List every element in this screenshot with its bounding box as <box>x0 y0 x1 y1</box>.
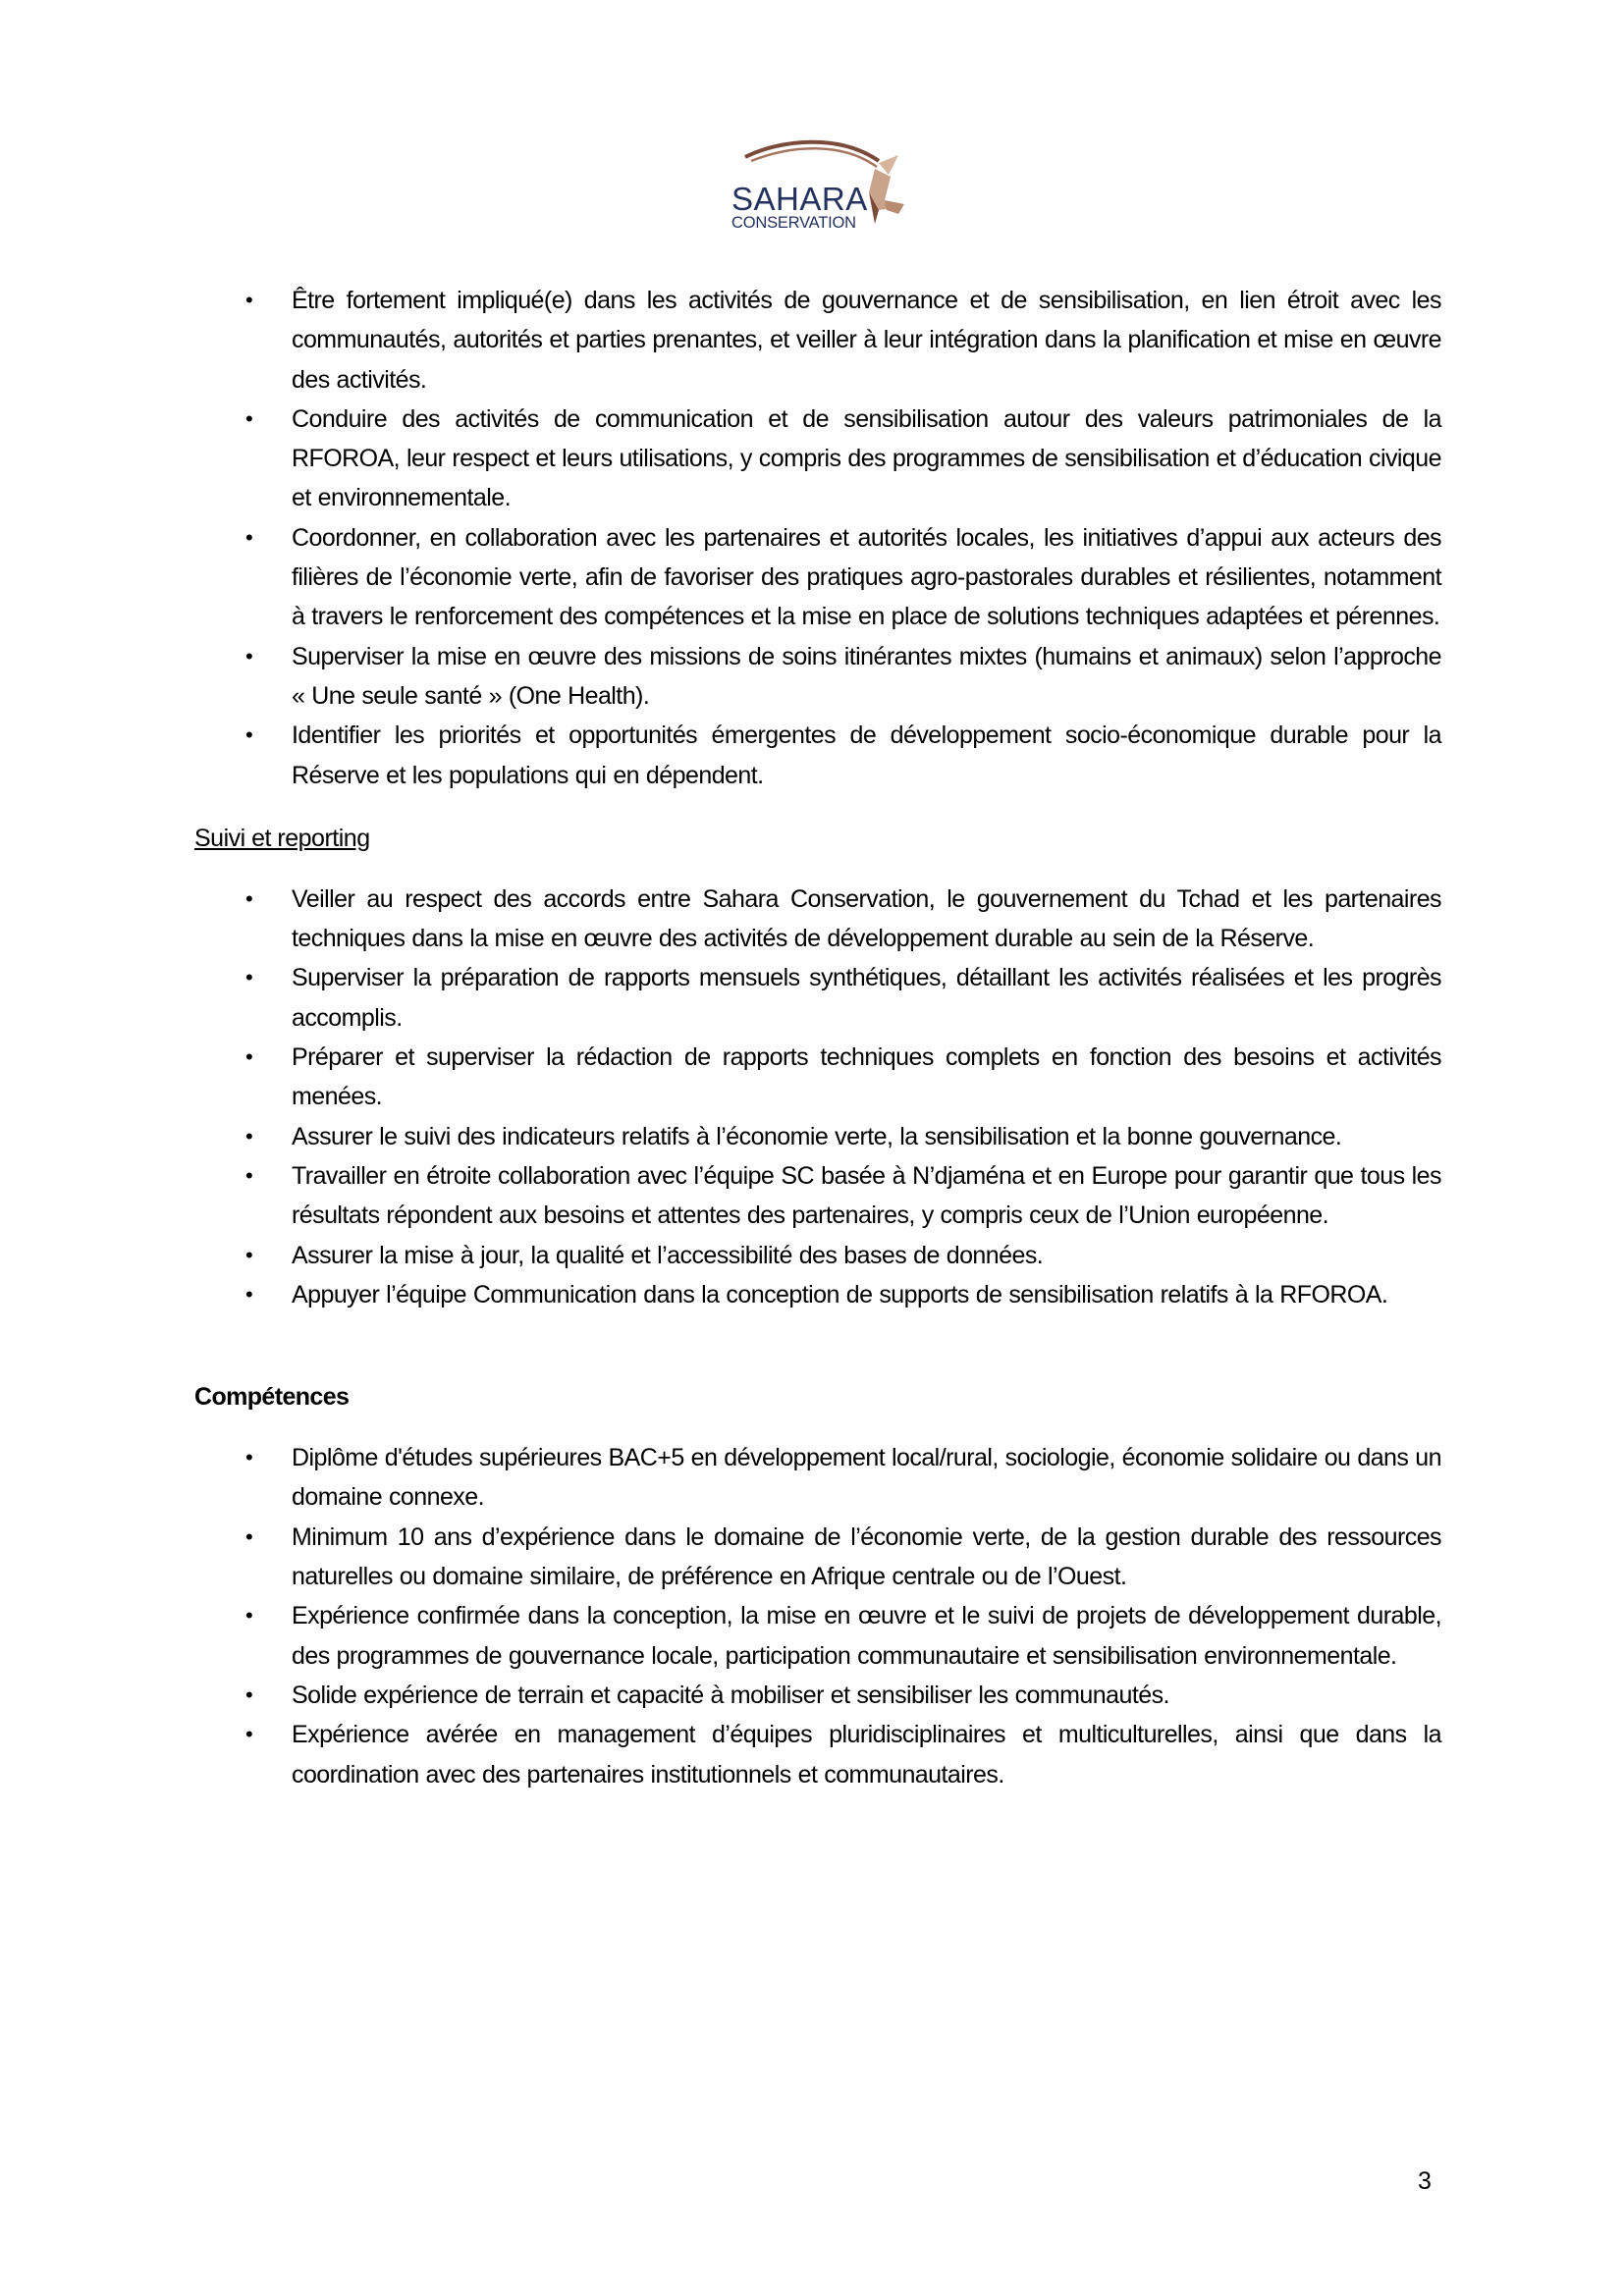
bullet-icon: • <box>245 965 253 990</box>
bullet-icon: • <box>245 1123 253 1148</box>
bullet-icon: • <box>245 1281 253 1307</box>
page-number: 3 <box>1418 2167 1432 2195</box>
list-item: • Être fortement impliqué(e) dans les activités de gouvernance et de sensibilisation, en lien étroit avec les communautés, autorités et parties prenantes, et veiller à leur intégration dans la planification et mise en œuvre des activités. <box>194 281 1441 400</box>
list-item: • Préparer et superviser la rédaction de rapports techniques complets en fonction des besoins et activités menées. <box>194 1038 1441 1117</box>
section-heading-competences: Compétences <box>194 1383 350 1412</box>
logo-text-sahara: SAHARA <box>731 181 868 217</box>
list-item: • Travailler en étroite collaboration avec l’équipe SC basée à N’djaména et en Europe pour garantir que tous les résultats répondent aux besoins et attentes des partenaires, y compris ceux de l’Union européenne. <box>194 1156 1441 1236</box>
list-item: • Assurer le suivi des indicateurs relatifs à l’économie verte, la sensibilisation et la bonne gouvernance. <box>194 1117 1441 1156</box>
list-item: • Expérience confirmée dans la conception, la mise en œuvre et le suivi de projets de développement durable, des programmes de gouvernance locale, participation communautaire et sensibilisation environnementale. <box>194 1596 1441 1676</box>
bullet-icon: • <box>245 288 253 312</box>
document-body <box>194 281 1441 1794</box>
list-item: • Superviser la mise en œuvre des missions de soins itinérantes mixtes (humains et animaux) selon l’approche « Une seule santé » (One Health). <box>194 637 1441 717</box>
section-heading-suivi: Suivi et reporting <box>194 824 370 852</box>
bullet-icon: • <box>245 405 253 431</box>
list-item: • Diplôme d'études supérieures BAC+5 en développement local/rural, sociologie, économie solidaire ou dans un domaine connexe. <box>194 1438 1441 1518</box>
logo-text-conservation: CONSERVATION <box>731 214 856 232</box>
bullet-icon: • <box>245 643 253 668</box>
list-item: • Superviser la préparation de rapports mensuels synthétiques, détaillant les activités réalisées et les progrès accomplis. <box>194 958 1441 1038</box>
bullet-icon: • <box>245 885 253 911</box>
bullet-icon: • <box>245 1242 253 1267</box>
list-item: • Coordonner, en collaboration avec les partenaires et autorités locales, les initiatives d’appui aux acteurs des filières de l’économie verte, afin de favoriser des pratiques agro-pastorales durables et résilientes, notamment à travers le renforcement des compétences et la mise en place de solutions techniques adaptées et pérennes. <box>194 518 1441 637</box>
bullet-icon: • <box>245 1603 253 1629</box>
list-item: • Appuyer l’équipe Communication dans la conception de supports de sensibilisation relatifs à la RFOROA. <box>194 1275 1441 1314</box>
list-item: • Conduire des activités de communication et de sensibilisation autour des valeurs patrimoniales de la RFOROA, leur respect et leurs utilisations, y compris des programmes de sensibilisation et d’éducation civique et environnementale. <box>194 400 1441 518</box>
sahara-conservation-logo <box>731 135 918 234</box>
bullet-icon: • <box>245 1722 253 1747</box>
competences-bullet-list <box>194 1438 1441 1794</box>
list-item: • Veiller au respect des accords entre Sahara Conservation, le gouvernement du Tchad et les partenaires techniques dans la mise en œuvre des activités de développement durable au sein de la Réserve. <box>194 880 1441 959</box>
bullet-icon: • <box>245 1682 253 1707</box>
list-item: • Assurer la mise à jour, la qualité et l’accessibilité des bases de données. <box>194 1236 1441 1275</box>
intro-bullet-list <box>194 281 1441 795</box>
bullet-icon: • <box>245 1523 253 1549</box>
bullet-icon: • <box>245 1044 253 1070</box>
bullet-icon: • <box>245 1445 253 1470</box>
list-item: • Solide expérience de terrain et capacité à mobiliser et sensibiliser les communautés. <box>194 1676 1441 1715</box>
bullet-icon: • <box>245 524 253 550</box>
suivi-bullet-list <box>194 880 1441 1314</box>
list-item: • Expérience avérée en management d’équipes pluridisciplinaires et multiculturelles, ainsi que dans la coordination avec des partenaires institutionnels et communautaires. <box>194 1715 1441 1794</box>
bullet-icon: • <box>245 722 253 748</box>
bullet-icon: • <box>245 1162 253 1188</box>
list-item: • Minimum 10 ans d’expérience dans le domaine de l’économie verte, de la gestion durable des ressources naturelles ou domaine similaire, de préférence en Afrique centrale ou de l’Ouest. <box>194 1518 1441 1597</box>
list-item: • Identifier les priorités et opportunités émergentes de développement socio-économique durable pour la Réserve et les populations qui en dépendent. <box>194 716 1441 795</box>
